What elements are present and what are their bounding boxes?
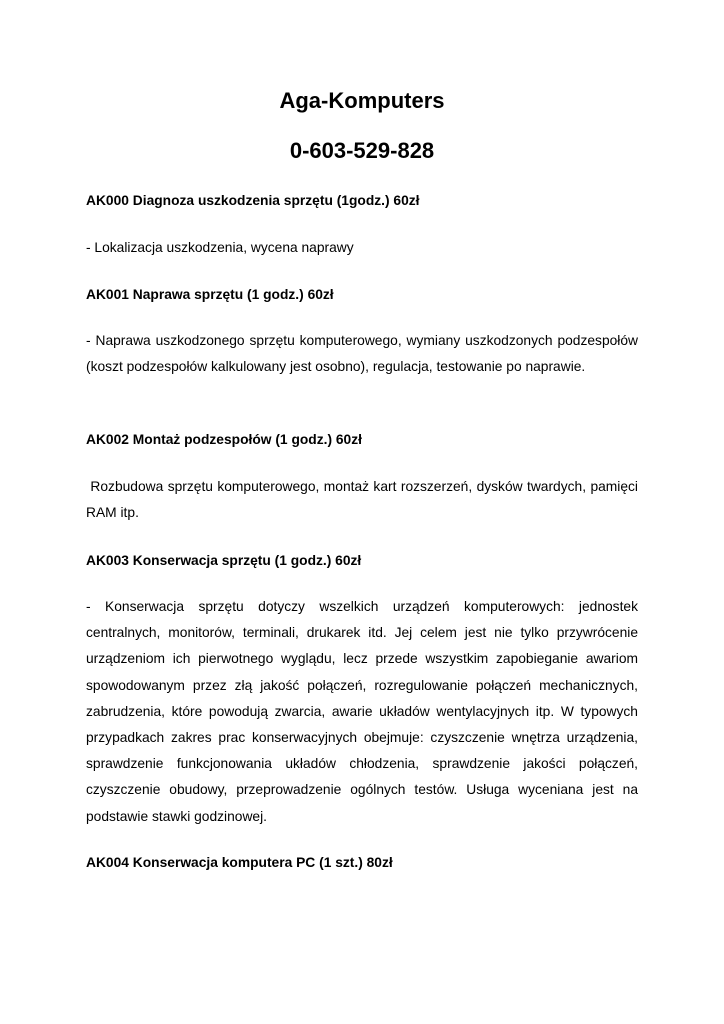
service-description-ak000: - Lokalizacja uszkodzenia, wycena naprawy [86, 240, 354, 255]
phone-number: 0-603-529-828 [289, 138, 435, 163]
service-description-ak001: - Naprawa uszkodzonego sprzętu komputerowego, wymiany uszkodzonych podzespołów (koszt podzespołów kalkulowany jest osobno), regulacja, testowanie po naprawie. [86, 333, 638, 375]
service-title-ak003: AK003 Konserwacja sprzętu (1 godz.) 60zł [86, 553, 362, 568]
service-description-ak003: - Konserwacja sprzętu dotyczy wszelkich urządzeń komputerowych: jednostek centralnych, monitorów, terminali, drukarek itd. Jej celem jest nie tylko przywrócenie urządzeniom ich pierwotnego wyglądu, lecz przede wszystkim zapobieganie awariom spowodowanym przez złą jakość połączeń, rozregulowanie połączeń mechanicznych, zabrudzenia, które powodują zwarcia, awarie układów wentylacyjnych itp. W typowych przypadkach zakres prac konserwacyjnych obejmuje: czyszczenie wnętrza urządzenia, sprawdzenie funkcjonowania układów chłodzenia, sprawdzenie jakości połączeń, czyszczenie obudowy, przeprowadzenie ogólnych testów. Usługa wyceniana jest na podstawie stawki godzinowej. [86, 599, 638, 824]
service-title-ak002: AK002 Montaż podzespołów (1 godz.) 60zł [86, 432, 362, 447]
service-title-ak001: AK001 Naprawa sprzętu (1 godz.) 60zł [86, 287, 334, 302]
service-description-ak002: Rozbudowa sprzętu komputerowego, montaż kart rozszerzeń, dysków twardych, pamięci RAM itp. [86, 479, 642, 521]
company-name: Aga-Komputers [279, 88, 445, 113]
service-title-ak000: AK000 Diagnoza uszkodzenia sprzętu (1godz.) 60zł [86, 193, 420, 208]
service-title-ak004: AK004 Konserwacja komputera PC (1 szt.) 80zł [86, 855, 393, 870]
